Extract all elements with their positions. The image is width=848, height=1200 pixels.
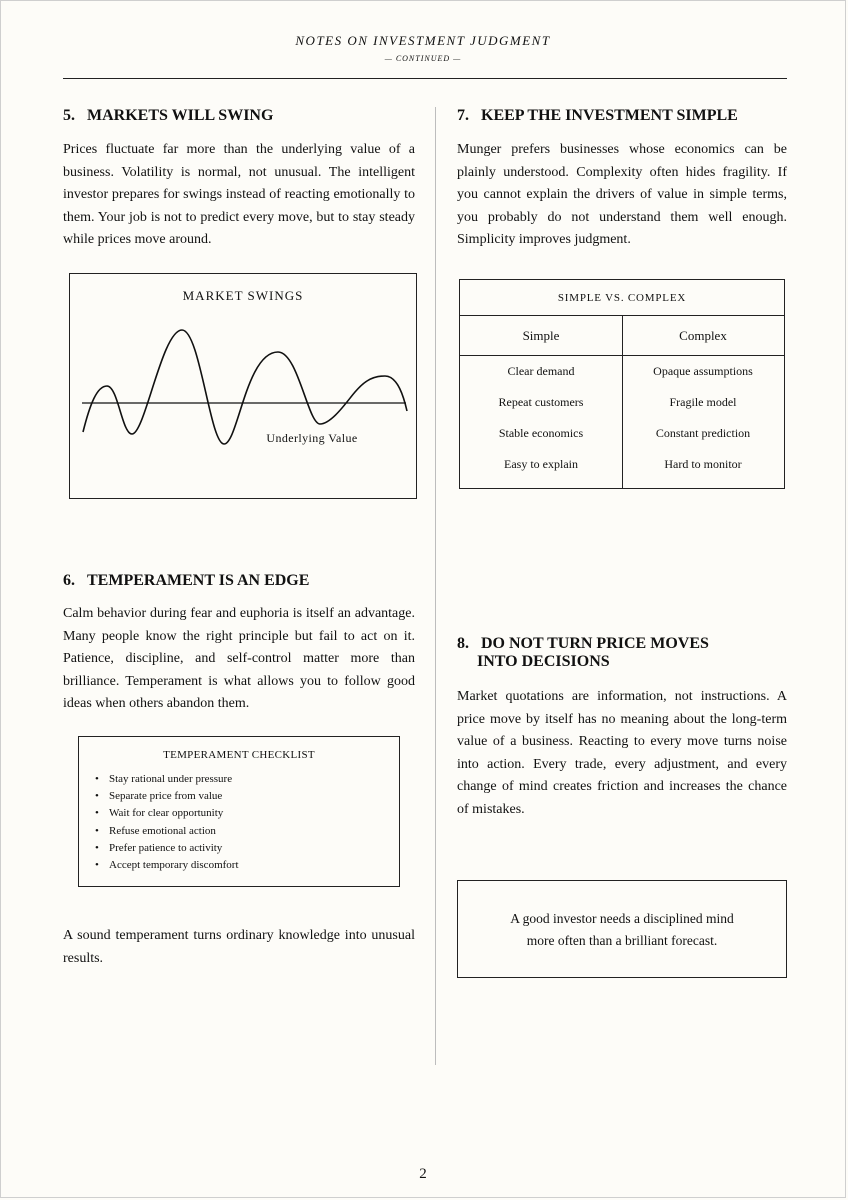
table-column-complex: [622, 360, 784, 484]
checklist-items: [109, 771, 239, 874]
table-cell: Hard to monitor: [664, 457, 742, 471]
table-title: SIMPLE VS. COMPLEX: [460, 280, 784, 316]
pull-quote-line2: more often than a brilliant forecast.: [526, 933, 718, 948]
running-header: NOTES ON INVESTMENT JUDGMENT: [295, 33, 551, 48]
figure-title: MARKET SWINGS: [182, 288, 304, 303]
simple-vs-complex-table: [459, 279, 785, 489]
table-cell: Stable economics: [498, 426, 584, 440]
swing-chart-svg: [70, 274, 416, 498]
section-6-title: TEMPERAMENT IS AN EDGE: [87, 572, 310, 589]
checklist-title: TEMPERAMENT CHECKLIST: [163, 749, 315, 761]
section-7-heading: [457, 107, 738, 125]
checklist-item: • Separate price from value: [109, 788, 239, 805]
table-header-simple: Simple: [460, 316, 622, 356]
table-cell: Opaque assumptions: [653, 364, 753, 378]
table-cell: Clear demand: [507, 364, 575, 378]
section-7-title: KEEP THE INVESTMENT SIMPLE: [481, 107, 738, 124]
section-5-number: 5.: [63, 107, 75, 124]
checklist-item: • Wait for clear opportunity: [109, 805, 239, 822]
section-5-heading: [63, 107, 273, 125]
price-swing-curve: [83, 330, 407, 444]
section-7-body: Munger prefers businesses whose economics can be plainly understood. Complexity often hides fragility. If you cannot explain the drivers of value in simple terms, you probably do not understand them well enough. Simplicity improves judgment.: [457, 142, 787, 247]
temperament-checklist: [78, 736, 400, 887]
checklist-item: • Stay rational under pressure: [109, 771, 239, 788]
table-cell: Constant prediction: [655, 426, 751, 440]
header-rule: [63, 78, 787, 79]
checklist-item: • Accept temporary discomfort: [109, 857, 239, 874]
section-8-number: 8.: [457, 635, 469, 652]
pull-quote-box: [457, 880, 787, 978]
section-6-body: Calm behavior during fear and euphoria is itself an advantage. Many people know the right principle but fail to act on it. Patience, discipline, and self-control matter more than brilliance. Temperament is what allows you to follow good ideas when others abandon them.: [63, 606, 415, 711]
pull-quote-line1: A good investor needs a disciplined mind: [510, 911, 734, 926]
section-5-title: MARKETS WILL SWING: [87, 107, 274, 124]
checklist-item: • Refuse emotional action: [109, 823, 239, 840]
section-8-title-line1: DO NOT TURN PRICE MOVES: [481, 635, 709, 652]
section-8-body: Market quotations are information, not instructions. A price move by itself has no meaning about the long-term value of a business. Reacting to every move turns noise into action. Every trade, every adjustment, and every change of mind creates friction and increases the chance of mistakes.: [457, 689, 787, 817]
section-8-heading: [457, 635, 709, 671]
section-6-closing: A sound temperament turns ordinary knowledge into unusual results.: [63, 928, 415, 966]
section-7-number: 7.: [457, 107, 469, 124]
section-5-body: Prices fluctuate far more than the underlying value of a business. Volatility is normal, not unusual. The intelligent investor prepares for swings instead of reacting emotionally to them. Your job is not to predict every move, but to stay steady while prices move around.: [63, 142, 415, 247]
table-cell: Repeat customers: [498, 395, 584, 409]
market-swings-figure: [69, 273, 417, 499]
section-8-title-line2: INTO DECISIONS: [477, 653, 610, 670]
table-column-simple: [460, 360, 622, 484]
section-6-heading: [63, 572, 309, 590]
table-cell: Easy to explain: [504, 457, 578, 471]
section-6-number: 6.: [63, 572, 75, 589]
column-divider: [435, 107, 436, 1065]
checklist-item: • Prefer patience to activity: [109, 840, 239, 857]
table-cell: Fragile model: [669, 395, 737, 409]
table-header-complex: Complex: [622, 316, 784, 356]
underlying-value-label: Underlying Value: [266, 431, 358, 445]
running-subheader: — CONTINUED —: [384, 54, 462, 63]
page-number: 2: [419, 1166, 427, 1182]
